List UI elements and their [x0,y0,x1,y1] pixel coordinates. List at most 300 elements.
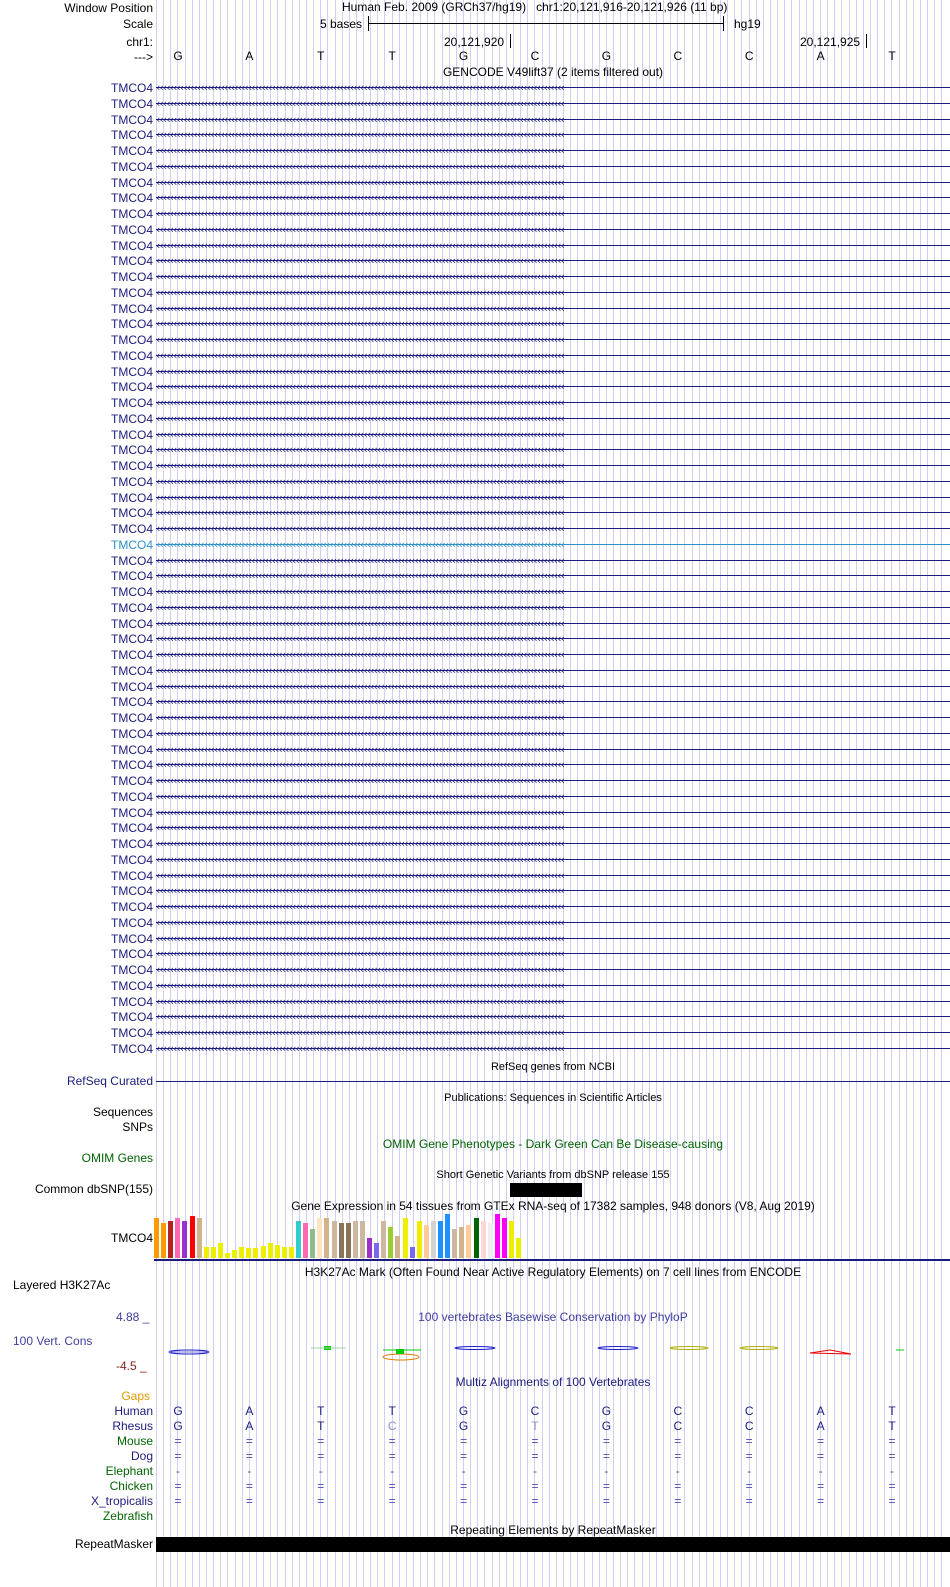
gtex-tissue-bar[interactable] [395,1236,400,1258]
transcript-label[interactable]: TMCO4 [111,978,153,993]
species-label[interactable]: Dog [130,1449,153,1463]
transcript-label[interactable]: TMCO4 [111,726,153,741]
species-label[interactable]: X_tropicalis [90,1494,153,1508]
gencode-transcript-row[interactable] [0,568,950,584]
transcript-label[interactable]: TMCO4 [111,317,153,332]
gtex-tissue-bar[interactable] [239,1247,244,1258]
gtex-tissue-bar[interactable] [168,1221,173,1258]
gtex-tissue-bar[interactable] [403,1218,408,1258]
gencode-transcript-row[interactable] [0,899,950,915]
base: G [458,49,469,63]
gtex-gene-line [154,1259,950,1261]
reverse-strand-arrows-icon: ‹‹‹‹‹‹‹‹‹‹‹‹‹‹‹‹‹‹‹‹‹‹‹‹‹‹‹‹‹‹‹‹‹‹‹‹‹‹‹‹‹‹‹‹‹‹‹‹‹‹‹‹‹‹‹‹‹‹‹‹‹‹‹‹‹‹‹‹‹‹‹‹‹‹‹‹‹‹‹‹‹‹‹‹‹‹‹‹‹‹‹‹‹‹‹‹‹‹‹‹‹‹‹‹‹‹‹‹‹‹‹‹‹‹‹‹‹‹‹‹ [156,191,564,205]
gtex-tissue-bar[interactable] [452,1229,457,1258]
gtex-tissue-bar[interactable] [374,1243,379,1258]
reverse-strand-arrows-icon: ‹‹‹‹‹‹‹‹‹‹‹‹‹‹‹‹‹‹‹‹‹‹‹‹‹‹‹‹‹‹‹‹‹‹‹‹‹‹‹‹‹‹‹‹‹‹‹‹‹‹‹‹‹‹‹‹‹‹‹‹‹‹‹‹‹‹‹‹‹‹‹‹‹‹‹‹‹‹‹‹‹‹‹‹‹‹‹‹‹‹‹‹‹‹‹‹‹‹‹‹‹‹‹‹‹‹‹‹‹‹‹‹‹‹‹‹‹‹‹‹ [156,175,564,189]
gencode-transcript-row[interactable] [0,946,950,962]
gencode-transcript-row[interactable] [0,127,950,143]
transcript-label[interactable]: TMCO4 [111,301,153,316]
species-label[interactable]: Mouse [116,1434,153,1448]
gencode-transcript-row[interactable] [0,742,950,758]
gtex-tissue-bar[interactable] [488,1223,493,1258]
gtex-tissue-bar[interactable] [218,1243,223,1258]
gtex-tissue-bar[interactable] [261,1246,266,1258]
transcript-label[interactable]: TMCO4 [111,207,153,221]
reverse-strand-arrows-icon: ‹‹‹‹‹‹‹‹‹‹‹‹‹‹‹‹‹‹‹‹‹‹‹‹‹‹‹‹‹‹‹‹‹‹‹‹‹‹‹‹‹‹‹‹‹‹‹‹‹‹‹‹‹‹‹‹‹‹‹‹‹‹‹‹‹‹‹‹‹‹‹‹‹‹‹‹‹‹‹‹‹‹‹‹‹‹‹‹‹‹‹‹‹‹‹‹‹‹‹‹‹‹‹‹‹‹‹‹‹‹‹‹‹‹‹‹‹‹‹‹ [156,411,564,425]
transcript-label[interactable]: TMCO4 [111,396,153,410]
gtex-tissue-bar[interactable] [381,1221,386,1258]
aligned-base: - [818,1464,823,1478]
gtex-tissue-bar[interactable] [466,1225,471,1258]
transcript-label[interactable]: TMCO4 [111,900,153,914]
aligned-base: = [745,1479,753,1493]
window-position-label: Window Position [64,1,153,15]
gencode-transcript-row[interactable] [0,238,950,254]
base: G [173,49,183,63]
reverse-strand-arrows-icon: ‹‹‹‹‹‹‹‹‹‹‹‹‹‹‹‹‹‹‹‹‹‹‹‹‹‹‹‹‹‹‹‹‹‹‹‹‹‹‹‹‹‹‹‹‹‹‹‹‹‹‹‹‹‹‹‹‹‹‹‹‹‹‹‹‹‹‹‹‹‹‹‹‹‹‹‹‹‹‹‹‹‹‹‹‹‹‹‹‹‹‹‹‹‹‹‹‹‹‹‹‹‹‹‹‹‹‹‹‹‹‹‹‹‹‹‹‹‹‹‹ [156,978,564,992]
transcript-label[interactable]: TMCO4 [111,679,153,694]
gencode-transcript-row[interactable] [0,537,950,553]
aligned-base: T [317,1404,325,1418]
reverse-strand-arrows-icon: ‹‹‹‹‹‹‹‹‹‹‹‹‹‹‹‹‹‹‹‹‹‹‹‹‹‹‹‹‹‹‹‹‹‹‹‹‹‹‹‹‹‹‹‹‹‹‹‹‹‹‹‹‹‹‹‹‹‹‹‹‹‹‹‹‹‹‹‹‹‹‹‹‹‹‹‹‹‹‹‹‹‹‹‹‹‹‹‹‹‹‹‹‹‹‹‹‹‹‹‹‹‹‹‹‹‹‹‹‹‹‹‹‹‹‹‹‹‹‹‹ [156,348,564,362]
transcript-label[interactable]: TMCO4 [111,852,153,867]
h3k27ac-label[interactable]: Layered H3K27Ac [13,1278,111,1292]
gencode-transcript-row[interactable] [0,411,950,427]
gencode-transcript-row[interactable] [0,600,950,616]
gtex-tissue-bar[interactable] [161,1223,166,1258]
transcript-label[interactable]: TMCO4 [111,821,153,836]
publications-title[interactable]: Publications: Sequences in Scientific Articles [444,1092,662,1104]
species-label[interactable]: Chicken [109,1479,153,1493]
publications-label-sequences[interactable]: Sequences [92,1105,153,1119]
transcript-label[interactable]: TMCO4 [111,648,153,662]
species-label[interactable]: Rhesus [112,1419,153,1433]
transcript-label[interactable]: TMCO4 [111,915,153,930]
transcript-label[interactable]: TMCO4 [111,837,153,851]
transcript-label[interactable]: TMCO4 [111,144,153,158]
transcript-label[interactable]: TMCO4 [111,774,153,788]
gtex-tissue-bar[interactable] [246,1248,251,1258]
base: C [530,49,540,63]
gencode-transcript-row[interactable] [0,868,950,884]
gtex-tissue-bar[interactable] [175,1218,180,1258]
transcript-label[interactable]: TMCO4 [111,175,153,190]
reverse-strand-arrows-icon: ‹‹‹‹‹‹‹‹‹‹‹‹‹‹‹‹‹‹‹‹‹‹‹‹‹‹‹‹‹‹‹‹‹‹‹‹‹‹‹‹‹‹‹‹‹‹‹‹‹‹‹‹‹‹‹‹‹‹‹‹‹‹‹‹‹‹‹‹‹‹‹‹‹‹‹‹‹‹‹‹‹‹‹‹‹‹‹‹‹‹‹‹‹‹‹‹‹‹‹‹‹‹‹‹‹‹‹‹‹‹‹‹‹‹‹‹‹‹‹‹ [156,585,564,598]
aligned-base: A [245,1404,254,1418]
aligned-base: T [531,1419,539,1433]
gtex-tissue-bar[interactable] [502,1218,507,1258]
transcript-label[interactable]: TMCO4 [111,459,153,473]
transcript-label[interactable]: TMCO4 [111,537,153,552]
transcript-label[interactable]: TMCO4 [111,191,153,206]
aligned-base: - [890,1464,894,1478]
gencode-transcript-row[interactable] [0,316,950,332]
transcript-label[interactable]: TMCO4 [111,569,153,584]
scale-bar [368,23,724,24]
gtex-tissue-bar[interactable] [232,1250,237,1258]
gencode-transcript-row[interactable] [0,883,950,899]
coord-tick-2 [866,34,867,48]
aligned-base: - [176,1464,180,1478]
phylop-title[interactable]: 100 vertebrates Basewise Conservation by PhyloP [418,1310,688,1324]
transcript-label[interactable]: TMCO4 [111,695,153,710]
transcript-label[interactable]: TMCO4 [111,254,153,269]
gtex-tissue-bar[interactable] [346,1223,351,1258]
transcript-label[interactable]: TMCO4 [111,1041,153,1056]
reverse-strand-arrows-icon: ‹‹‹‹‹‹‹‹‹‹‹‹‹‹‹‹‹‹‹‹‹‹‹‹‹‹‹‹‹‹‹‹‹‹‹‹‹‹‹‹‹‹‹‹‹‹‹‹‹‹‹‹‹‹‹‹‹‹‹‹‹‹‹‹‹‹‹‹‹‹‹‹‹‹‹‹‹‹‹‹‹‹‹‹‹‹‹‹‹‹‹‹‹‹‹‹‹‹‹‹‹‹‹‹‹‹‹‹‹‹‹‹‹‹‹‹‹‹‹‹ [156,553,564,567]
transcript-label[interactable]: TMCO4 [111,758,153,773]
position-label: chr1:20,121,916-20,121,926 (11 bp) [536,0,728,14]
aligned-base: C [387,1419,397,1433]
aligned-base: A [245,1419,254,1433]
aligned-base: = [674,1479,682,1493]
reverse-strand-arrows-icon: ‹‹‹‹‹‹‹‹‹‹‹‹‹‹‹‹‹‹‹‹‹‹‹‹‹‹‹‹‹‹‹‹‹‹‹‹‹‹‹‹‹‹‹‹‹‹‹‹‹‹‹‹‹‹‹‹‹‹‹‹‹‹‹‹‹‹‹‹‹‹‹‹‹‹‹‹‹‹‹‹‹‹‹‹‹‹‹‹‹‹‹‹‹‹‹‹‹‹‹‹‹‹‹‹‹‹‹‹‹‹‹‹‹‹‹‹‹‹‹‹ [156,711,564,724]
gtex-tissue-bar[interactable] [289,1247,294,1258]
gtex-tissue-bar[interactable] [438,1221,443,1258]
gtex-tissue-bar[interactable] [310,1229,315,1258]
gencode-transcript-row[interactable] [0,222,950,238]
aligned-base: - [747,1464,752,1478]
gencode-transcript-row[interactable] [0,694,950,710]
gencode-transcript-row[interactable] [0,143,950,159]
repeatmasker-label[interactable]: RepeatMasker [74,1537,153,1551]
gencode-transcript-row[interactable] [0,584,950,600]
gencode-transcript-row[interactable] [0,427,950,443]
gencode-transcript-row[interactable] [0,505,950,521]
reverse-strand-arrows-icon: ‹‹‹‹‹‹‹‹‹‹‹‹‹‹‹‹‹‹‹‹‹‹‹‹‹‹‹‹‹‹‹‹‹‹‹‹‹‹‹‹‹‹‹‹‹‹‹‹‹‹‹‹‹‹‹‹‹‹‹‹‹‹‹‹‹‹‹‹‹‹‹‹‹‹‹‹‹‹‹‹‹‹‹‹‹‹‹‹‹‹‹‹‹‹‹‹‹‹‹‹‹‹‹‹‹‹‹‹‹‹‹‹‹‹‹‹‹‹‹‹ [156,1010,564,1024]
reverse-strand-arrows-icon: ‹‹‹‹‹‹‹‹‹‹‹‹‹‹‹‹‹‹‹‹‹‹‹‹‹‹‹‹‹‹‹‹‹‹‹‹‹‹‹‹‹‹‹‹‹‹‹‹‹‹‹‹‹‹‹‹‹‹‹‹‹‹‹‹‹‹‹‹‹‹‹‹‹‹‹‹‹‹‹‹‹‹‹‹‹‹‹‹‹‹‹‹‹‹‹‹‹‹‹‹‹‹‹‹‹‹‹‹‹‹‹‹‹‹‹‹‹‹‹‹ [156,270,564,283]
reverse-strand-arrows-icon: ‹‹‹‹‹‹‹‹‹‹‹‹‹‹‹‹‹‹‹‹‹‹‹‹‹‹‹‹‹‹‹‹‹‹‹‹‹‹‹‹‹‹‹‹‹‹‹‹‹‹‹‹‹‹‹‹‹‹‹‹‹‹‹‹‹‹‹‹‹‹‹‹‹‹‹‹‹‹‹‹‹‹‹‹‹‹‹‹‹‹‹‹‹‹‹‹‹‹‹‹‹‹‹‹‹‹‹‹‹‹‹‹‹‹‹‹‹‹‹‹ [156,1026,564,1039]
gtex-tissue-bar[interactable] [225,1253,230,1258]
reverse-strand-arrows-icon: ‹‹‹‹‹‹‹‹‹‹‹‹‹‹‹‹‹‹‹‹‹‹‹‹‹‹‹‹‹‹‹‹‹‹‹‹‹‹‹‹‹‹‹‹‹‹‹‹‹‹‹‹‹‹‹‹‹‹‹‹‹‹‹‹‹‹‹‹‹‹‹‹‹‹‹‹‹‹‹‹‹‹‹‹‹‹‹‹‹‹‹‹‹‹‹‹‹‹‹‹‹‹‹‹‹‹‹‹‹‹‹‹‹‹‹‹‹‹‹‹ [156,285,564,299]
reverse-strand-arrows-icon: ‹‹‹‹‹‹‹‹‹‹‹‹‹‹‹‹‹‹‹‹‹‹‹‹‹‹‹‹‹‹‹‹‹‹‹‹‹‹‹‹‹‹‹‹‹‹‹‹‹‹‹‹‹‹‹‹‹‹‹‹‹‹‹‹‹‹‹‹‹‹‹‹‹‹‹‹‹‹‹‹‹‹‹‹‹‹‹‹‹‹‹‹‹‹‹‹‹‹‹‹‹‹‹‹‹‹‹‹‹‹‹‹‹‹‹‹‹‹‹‹ [156,600,564,614]
gencode-transcript-row[interactable] [0,553,950,569]
gtex-tissue-bar[interactable] [367,1238,372,1258]
base: G [601,49,612,63]
gencode-transcript-row[interactable] [0,1009,950,1025]
transcript-label[interactable]: TMCO4 [111,411,153,426]
refseq-label[interactable]: RefSeq Curated [66,1074,153,1088]
transcript-label[interactable]: TMCO4 [111,1026,153,1040]
gencode-transcript-row[interactable] [0,978,950,994]
gtex-tissue-bar[interactable] [431,1221,436,1258]
transcript-label[interactable]: TMCO4 [111,270,153,284]
gencode-transcript-row[interactable] [0,915,950,931]
h3k27ac-title[interactable]: H3K27Ac Mark (Often Found Near Active Regulatory Elements) on 7 cell lines from ENCODE [304,1265,802,1279]
scale-bar-right-tick [723,16,724,31]
gencode-transcript-row[interactable] [0,757,950,773]
gtex-title[interactable]: Gene Expression in 54 tissues from GTEx RNA-seq of 17382 samples, 948 donors (V8, Aug 2019) [291,1199,815,1213]
gencode-transcript-row[interactable] [0,348,950,364]
transcript-label[interactable]: TMCO4 [111,789,153,804]
gtex-tissue-bar[interactable] [211,1247,216,1258]
gencode-transcript-row[interactable] [0,962,950,978]
aligned-base: A [816,1419,825,1433]
gtex-tissue-bar[interactable] [474,1218,479,1258]
transcript-label[interactable]: TMCO4 [111,96,153,111]
gencode-transcript-row[interactable] [0,820,950,836]
aligned-base: = [745,1449,753,1463]
aligned-base: = [531,1434,539,1448]
gtex-tissue-bar[interactable] [253,1248,258,1258]
reverse-strand-arrows-icon: ‹‹‹‹‹‹‹‹‹‹‹‹‹‹‹‹‹‹‹‹‹‹‹‹‹‹‹‹‹‹‹‹‹‹‹‹‹‹‹‹‹‹‹‹‹‹‹‹‹‹‹‹‹‹‹‹‹‹‹‹‹‹‹‹‹‹‹‹‹‹‹‹‹‹‹‹‹‹‹‹‹‹‹‹‹‹‹‹‹‹‹‹‹‹‹‹‹‹‹‹‹‹‹‹‹‹‹‹‹‹‹‹‹‹‹‹‹‹‹‹ [156,868,564,882]
gencode-title[interactable]: GENCODE V49lift37 (2 items filtered out) [442,65,664,79]
transcript-label[interactable]: TMCO4 [111,1010,153,1025]
omim-label[interactable]: OMIM Genes [81,1151,153,1165]
repeatmasker-feature-block[interactable] [156,1537,950,1552]
transcript-label[interactable]: TMCO4 [111,81,153,95]
assembly-label: Human Feb. 2009 (GRCh37/hg19) chr1:20,121,916-20,121,926 (11 bp) [342,0,728,14]
gencode-transcript-row[interactable] [0,726,950,742]
dbsnp-label[interactable]: Common dbSNP(155) [34,1182,153,1196]
aligned-base: - [390,1464,395,1478]
aligned-base: G [601,1404,612,1418]
aligned-base: = [388,1494,396,1508]
species-label[interactable]: Human [114,1404,153,1418]
gtex-tissue-bar[interactable] [339,1223,344,1258]
phylop-max-label: 4.88 _ [116,1310,150,1324]
phylop-label[interactable]: 100 Vert. Cons [13,1334,93,1348]
aligned-base: = [388,1449,396,1463]
db-label: hg19 [734,17,761,31]
reverse-strand-arrows-icon: ‹‹‹‹‹‹‹‹‹‹‹‹‹‹‹‹‹‹‹‹‹‹‹‹‹‹‹‹‹‹‹‹‹‹‹‹‹‹‹‹‹‹‹‹‹‹‹‹‹‹‹‹‹‹‹‹‹‹‹‹‹‹‹‹‹‹‹‹‹‹‹‹‹‹‹‹‹‹‹‹‹‹‹‹‹‹‹‹‹‹‹‹‹‹‹‹‹‹‹‹‹‹‹‹‹‹‹‹‹‹‹‹‹‹‹‹‹‹‹‹ [156,695,564,709]
coord-label-2: 20,121,925 [800,35,861,49]
reverse-strand-arrows-icon: ‹‹‹‹‹‹‹‹‹‹‹‹‹‹‹‹‹‹‹‹‹‹‹‹‹‹‹‹‹‹‹‹‹‹‹‹‹‹‹‹‹‹‹‹‹‹‹‹‹‹‹‹‹‹‹‹‹‹‹‹‹‹‹‹‹‹‹‹‹‹‹‹‹‹‹‹‹‹‹‹‹‹‹‹‹‹‹‹‹‹‹‹‹‹‹‹‹‹‹‹‹‹‹‹‹‹‹‹‹‹‹‹‹‹‹‹‹‹‹‹ [156,380,564,394]
gtex-tissue-bar[interactable] [197,1218,202,1258]
gtex-tissue-bar[interactable] [459,1227,464,1258]
aligned-base: = [245,1449,253,1463]
aligned-base: = [602,1479,610,1493]
gencode-transcript-row[interactable] [0,679,950,695]
gencode-transcript-row[interactable] [0,1041,950,1057]
gencode-transcript-row[interactable] [0,631,950,647]
gencode-transcript-row[interactable] [0,190,950,206]
gtex-tissue-bar[interactable] [353,1221,358,1258]
reverse-strand-arrows-icon: ‹‹‹‹‹‹‹‹‹‹‹‹‹‹‹‹‹‹‹‹‹‹‹‹‹‹‹‹‹‹‹‹‹‹‹‹‹‹‹‹‹‹‹‹‹‹‹‹‹‹‹‹‹‹‹‹‹‹‹‹‹‹‹‹‹‹‹‹‹‹‹‹‹‹‹‹‹‹‹‹‹‹‹‹‹‹‹‹‹‹‹‹‹‹‹‹‹‹‹‹‹‹‹‹‹‹‹‹‹‹‹‹‹‹‹‹‹‹‹‹ [156,679,564,693]
transcript-label[interactable]: TMCO4 [111,522,153,536]
reverse-strand-arrows-icon: ‹‹‹‹‹‹‹‹‹‹‹‹‹‹‹‹‹‹‹‹‹‹‹‹‹‹‹‹‹‹‹‹‹‹‹‹‹‹‹‹‹‹‹‹‹‹‹‹‹‹‹‹‹‹‹‹‹‹‹‹‹‹‹‹‹‹‹‹‹‹‹‹‹‹‹‹‹‹‹‹‹‹‹‹‹‹‹‹‹‹‹‹‹‹‹‹‹‹‹‹‹‹‹‹‹‹‹‹‹‹‹‹‹‹‹‹‹‹‹‹ [156,81,564,94]
gtex-tissue-bar[interactable] [324,1218,329,1258]
gencode-transcript-row[interactable] [0,269,950,285]
aligned-base: C [744,1419,754,1433]
transcript-label[interactable]: TMCO4 [111,616,153,631]
reverse-strand-arrows-icon: ‹‹‹‹‹‹‹‹‹‹‹‹‹‹‹‹‹‹‹‹‹‹‹‹‹‹‹‹‹‹‹‹‹‹‹‹‹‹‹‹‹‹‹‹‹‹‹‹‹‹‹‹‹‹‹‹‹‹‹‹‹‹‹‹‹‹‹‹‹‹‹‹‹‹‹‹‹‹‹‹‹‹‹‹‹‹‹‹‹‹‹‹‹‹‹‹‹‹‹‹‹‹‹‹‹‹‹‹‹‹‹‹‹‹‹‹‹‹‹‹ [156,726,564,740]
transcript-label[interactable]: TMCO4 [111,490,153,505]
gencode-transcript-row[interactable] [0,253,950,269]
reverse-strand-arrows-icon: ‹‹‹‹‹‹‹‹‹‹‹‹‹‹‹‹‹‹‹‹‹‹‹‹‹‹‹‹‹‹‹‹‹‹‹‹‹‹‹‹‹‹‹‹‹‹‹‹‹‹‹‹‹‹‹‹‹‹‹‹‹‹‹‹‹‹‹‹‹‹‹‹‹‹‹‹‹‹‹‹‹‹‹‹‹‹‹‹‹‹‹‹‹‹‹‹‹‹‹‹‹‹‹‹‹‹‹‹‹‹‹‹‹‹‹‹‹‹‹‹ [156,648,564,661]
base: A [816,49,825,63]
transcript-label[interactable]: TMCO4 [111,553,153,568]
transcript-label[interactable]: TMCO4 [111,600,153,615]
transcript-label[interactable]: TMCO4 [111,427,153,442]
gtex-tissue-bar[interactable] [388,1227,393,1258]
gtex-tissue-bar[interactable] [182,1221,187,1258]
chrom-label: chr1: [126,35,153,49]
phylop-signal [156,1338,950,1366]
aligned-base: = [460,1434,468,1448]
gtex-label[interactable]: TMCO4 [111,1231,153,1245]
transcript-label[interactable]: TMCO4 [111,931,153,946]
dbsnp-variant-block[interactable] [510,1183,582,1197]
transcript-label[interactable]: TMCO4 [111,506,153,521]
aligned-base: G [173,1404,183,1418]
gencode-transcript-row[interactable] [0,490,950,506]
transcript-label[interactable]: TMCO4 [111,112,153,127]
transcript-label[interactable]: TMCO4 [111,443,153,458]
gtex-tissue-bar[interactable] [509,1221,514,1258]
aligned-base: = [174,1479,182,1493]
gtex-bar-chart[interactable] [154,1214,534,1258]
gencode-transcript-row[interactable] [0,931,950,947]
gencode-transcript-row[interactable] [0,458,950,474]
transcript-label[interactable]: TMCO4 [111,285,153,300]
transcript-label[interactable]: TMCO4 [111,128,153,143]
aligned-base: = [602,1434,610,1448]
aligned-base: = [174,1449,182,1463]
transcript-label[interactable]: TMCO4 [111,474,153,489]
gtex-tissue-bar[interactable] [154,1218,159,1258]
gtex-tissue-bar[interactable] [190,1216,195,1258]
reverse-strand-arrows-icon: ‹‹‹‹‹‹‹‹‹‹‹‹‹‹‹‹‹‹‹‹‹‹‹‹‹‹‹‹‹‹‹‹‹‹‹‹‹‹‹‹‹‹‹‹‹‹‹‹‹‹‹‹‹‹‹‹‹‹‹‹‹‹‹‹‹‹‹‹‹‹‹‹‹‹‹‹‹‹‹‹‹‹‹‹‹‹‹‹‹‹‹‹‹‹‹‹‹‹‹‹‹‹‹‹‹‹‹‹‹‹‹‹‹‹‹‹‹‹‹‹ [156,852,564,866]
gtex-tissue-bar[interactable] [275,1245,280,1258]
gencode-transcript-row[interactable] [0,379,950,395]
aligned-base: G [173,1419,183,1433]
reverse-strand-arrows-icon: ‹‹‹‹‹‹‹‹‹‹‹‹‹‹‹‹‹‹‹‹‹‹‹‹‹‹‹‹‹‹‹‹‹‹‹‹‹‹‹‹‹‹‹‹‹‹‹‹‹‹‹‹‹‹‹‹‹‹‹‹‹‹‹‹‹‹‹‹‹‹‹‹‹‹‹‹‹‹‹‹‹‹‹‹‹‹‹‹‹‹‹‹‹‹‹‹‹‹‹‹‹‹‹‹‹‹‹‹‹‹‹‹‹‹‹‹‹‹‹‹ [156,96,564,110]
gencode-transcript-row[interactable] [0,521,950,537]
gtex-tissue-bar[interactable] [495,1214,500,1258]
aligned-base: - [461,1464,466,1478]
species-label[interactable]: Zebrafish [102,1509,153,1523]
multiz-gaps-label[interactable]: Gaps [121,1389,150,1403]
gencode-transcript-row[interactable] [0,285,950,301]
gtex-tissue-bar[interactable] [204,1247,209,1258]
transcript-label[interactable]: TMCO4 [111,364,153,379]
gencode-transcript-row[interactable] [0,206,950,222]
phylop-glyphs [169,1346,904,1360]
transcript-label[interactable]: TMCO4 [111,947,153,962]
gtex-tissue-bar[interactable] [417,1221,422,1258]
scale-label: Scale [122,17,153,31]
aligned-base: - [675,1464,680,1478]
gtex-tissue-bar[interactable] [268,1243,273,1258]
gencode-transcript-row[interactable] [0,474,950,490]
reverse-strand-arrows-icon: ‹‹‹‹‹‹‹‹‹‹‹‹‹‹‹‹‹‹‹‹‹‹‹‹‹‹‹‹‹‹‹‹‹‹‹‹‹‹‹‹‹‹‹‹‹‹‹‹‹‹‹‹‹‹‹‹‹‹‹‹‹‹‹‹‹‹‹‹‹‹‹‹‹‹‹‹‹‹‹‹‹‹‹‹‹‹‹‹‹‹‹‹‹‹‹‹‹‹‹‹‹‹‹‹‹‹‹‹‹‹‹‹‹‹‹‹‹‹‹‹ [156,632,564,646]
gencode-transcript-row[interactable] [0,80,950,96]
gencode-transcript-row[interactable] [0,159,950,175]
refseq-title[interactable]: RefSeq genes from NCBI [490,1061,616,1073]
gtex-tissue-bar[interactable] [332,1221,337,1258]
aligned-base: = [317,1434,325,1448]
transcript-label[interactable]: TMCO4 [111,159,153,174]
transcript-label[interactable]: TMCO4 [111,742,153,757]
gencode-transcript-row[interactable] [0,175,950,191]
gencode-transcript-row[interactable] [0,332,950,348]
gencode-transcript-row[interactable] [0,994,950,1010]
gencode-transcript-row[interactable] [0,616,950,632]
dbsnp-title[interactable]: Short Genetic Variants from dbSNP release 155 [436,1169,670,1181]
aligned-base: = [674,1434,682,1448]
gencode-transcript-row[interactable] [0,364,950,380]
transcript-label[interactable]: TMCO4 [111,348,153,363]
aligned-base: T [888,1419,896,1433]
phylop-min-label: -4.5 _ [116,1359,147,1373]
reverse-strand-arrows-icon: ‹‹‹‹‹‹‹‹‹‹‹‹‹‹‹‹‹‹‹‹‹‹‹‹‹‹‹‹‹‹‹‹‹‹‹‹‹‹‹‹‹‹‹‹‹‹‹‹‹‹‹‹‹‹‹‹‹‹‹‹‹‹‹‹‹‹‹‹‹‹‹‹‹‹‹‹‹‹‹‹‹‹‹‹‹‹‹‹‹‹‹‹‹‹‹‹‹‹‹‹‹‹‹‹‹‹‹‹‹‹‹‹‹‹‹‹‹‹‹‹ [156,222,564,236]
gencode-transcript-row[interactable] [0,96,950,112]
gencode-transcript-row[interactable] [0,789,950,805]
multiz-title[interactable]: Multiz Alignments of 100 Vertebrates [455,1375,651,1389]
reverse-strand-arrows-icon: ‹‹‹‹‹‹‹‹‹‹‹‹‹‹‹‹‹‹‹‹‹‹‹‹‹‹‹‹‹‹‹‹‹‹‹‹‹‹‹‹‹‹‹‹‹‹‹‹‹‹‹‹‹‹‹‹‹‹‹‹‹‹‹‹‹‹‹‹‹‹‹‹‹‹‹‹‹‹‹‹‹‹‹‹‹‹‹‹‹‹‹‹‹‹‹‹‹‹‹‹‹‹‹‹‹‹‹‹‹‹‹‹‹‹‹‹‹‹‹‹ [156,144,564,157]
gencode-transcript-row[interactable] [0,1025,950,1041]
transcript-label[interactable]: TMCO4 [111,380,153,395]
reverse-strand-arrows-icon: ‹‹‹‹‹‹‹‹‹‹‹‹‹‹‹‹‹‹‹‹‹‹‹‹‹‹‹‹‹‹‹‹‹‹‹‹‹‹‹‹‹‹‹‹‹‹‹‹‹‹‹‹‹‹‹‹‹‹‹‹‹‹‹‹‹‹‹‹‹‹‹‹‹‹‹‹‹‹‹‹‹‹‹‹‹‹‹‹‹‹‹‹‹‹‹‹‹‹‹‹‹‹‹‹‹‹‹‹‹‹‹‹‹‹‹‹‹‹‹‹ [156,207,564,220]
aligned-base: = [674,1449,682,1463]
transcript-label[interactable]: TMCO4 [111,238,153,253]
gencode-transcript-row[interactable] [0,773,950,789]
transcript-label[interactable]: TMCO4 [111,805,153,820]
gencode-transcript-row[interactable] [0,647,950,663]
strand-label[interactable]: ---> [134,50,153,64]
reverse-strand-arrows-icon: ‹‹‹‹‹‹‹‹‹‹‹‹‹‹‹‹‹‹‹‹‹‹‹‹‹‹‹‹‹‹‹‹‹‹‹‹‹‹‹‹‹‹‹‹‹‹‹‹‹‹‹‹‹‹‹‹‹‹‹‹‹‹‹‹‹‹‹‹‹‹‹‹‹‹‹‹‹‹‹‹‹‹‹‹‹‹‹‹‹‹‹‹‹‹‹‹‹‹‹‹‹‹‹‹‹‹‹‹‹‹‹‹‹‹‹‹‹‹‹‹ [156,364,564,378]
repeatmasker-title[interactable]: Repeating Elements by RepeatMasker [450,1523,656,1537]
reverse-strand-arrows-icon: ‹‹‹‹‹‹‹‹‹‹‹‹‹‹‹‹‹‹‹‹‹‹‹‹‹‹‹‹‹‹‹‹‹‹‹‹‹‹‹‹‹‹‹‹‹‹‹‹‹‹‹‹‹‹‹‹‹‹‹‹‹‹‹‹‹‹‹‹‹‹‹‹‹‹‹‹‹‹‹‹‹‹‹‹‹‹‹‹‹‹‹‹‹‹‹‹‹‹‹‹‹‹‹‹‹‹‹‹‹‹‹‹‹‹‹‹‹‹‹‹ [156,474,564,488]
aligned-base: = [531,1449,539,1463]
transcript-label[interactable]: TMCO4 [111,868,153,883]
gencode-transcript-row[interactable] [0,301,950,317]
transcript-label[interactable]: TMCO4 [111,222,153,237]
species-label[interactable]: Elephant [105,1464,153,1478]
gtex-tissue-bar[interactable] [410,1247,415,1258]
gencode-transcript-row[interactable] [0,836,950,852]
gtex-tissue-bar[interactable] [516,1238,521,1258]
aligned-base: = [674,1494,682,1508]
base: T [388,49,396,63]
gtex-tissue-bar[interactable] [424,1225,429,1258]
gtex-tissue-bar[interactable] [445,1214,450,1258]
gencode-transcript-row[interactable] [0,442,950,458]
gtex-tissue-bar[interactable] [282,1247,287,1258]
transcript-label[interactable]: TMCO4 [111,632,153,647]
gtex-tissue-bar[interactable] [296,1221,301,1258]
gencode-transcript-row[interactable] [0,395,950,411]
gtex-tissue-bar[interactable] [317,1218,322,1258]
transcript-label[interactable]: TMCO4 [111,663,153,678]
gencode-transcript-row[interactable] [0,112,950,128]
gtex-tissue-bar[interactable] [481,1221,486,1258]
gtex-tissue-bar[interactable] [360,1221,365,1258]
transcript-label[interactable]: TMCO4 [111,711,153,725]
transcript-label[interactable]: TMCO4 [111,333,153,347]
gencode-transcript-row[interactable] [0,663,950,679]
reverse-strand-arrows-icon: ‹‹‹‹‹‹‹‹‹‹‹‹‹‹‹‹‹‹‹‹‹‹‹‹‹‹‹‹‹‹‹‹‹‹‹‹‹‹‹‹‹‹‹‹‹‹‹‹‹‹‹‹‹‹‹‹‹‹‹‹‹‹‹‹‹‹‹‹‹‹‹‹‹‹‹‹‹‹‹‹‹‹‹‹‹‹‹‹‹‹‹‹‹‹‹‹‹‹‹‹‹‹‹‹‹‹‹‹‹‹‹‹‹‹‹‹‹‹‹‹ [156,459,564,472]
transcript-label[interactable]: TMCO4 [111,994,153,1009]
transcript-label[interactable]: TMCO4 [111,963,153,977]
transcript-label[interactable]: TMCO4 [111,884,153,899]
gencode-transcript-row[interactable] [0,852,950,868]
aligned-base: = [817,1494,825,1508]
refseq-feature-line[interactable] [156,1081,950,1082]
transcript-label[interactable]: TMCO4 [111,585,153,599]
gencode-transcript-row[interactable] [0,710,950,726]
aligned-base: = [460,1449,468,1463]
reverse-strand-arrows-icon: ‹‹‹‹‹‹‹‹‹‹‹‹‹‹‹‹‹‹‹‹‹‹‹‹‹‹‹‹‹‹‹‹‹‹‹‹‹‹‹‹‹‹‹‹‹‹‹‹‹‹‹‹‹‹‹‹‹‹‹‹‹‹‹‹‹‹‹‹‹‹‹‹‹‹‹‹‹‹‹‹‹‹‹‹‹‹‹‹‹‹‹‹‹‹‹‹‹‹‹‹‹‹‹‹‹‹‹‹‹‹‹‹‹‹‹‹‹‹‹‹ [156,805,564,819]
publications-label-snps[interactable]: SNPs [122,1120,153,1134]
gtex-tissue-bar[interactable] [303,1223,308,1258]
omim-title[interactable]: OMIM Gene Phenotypes - Dark Green Can Be Disease-causing [382,1137,724,1151]
reverse-strand-arrows-icon: ‹‹‹‹‹‹‹‹‹‹‹‹‹‹‹‹‹‹‹‹‹‹‹‹‹‹‹‹‹‹‹‹‹‹‹‹‹‹‹‹‹‹‹‹‹‹‹‹‹‹‹‹‹‹‹‹‹‹‹‹‹‹‹‹‹‹‹‹‹‹‹‹‹‹‹‹‹‹‹‹‹‹‹‹‹‹‹‹‹‹‹‹‹‹‹‹‹‹‹‹‹‹‹‹‹‹‹‹‹‹‹‹‹‹‹‹‹‹‹‹ [156,947,564,961]
aligned-base: = [602,1494,610,1508]
gencode-transcript-row[interactable] [0,805,950,821]
aligned-base: G [458,1404,469,1418]
